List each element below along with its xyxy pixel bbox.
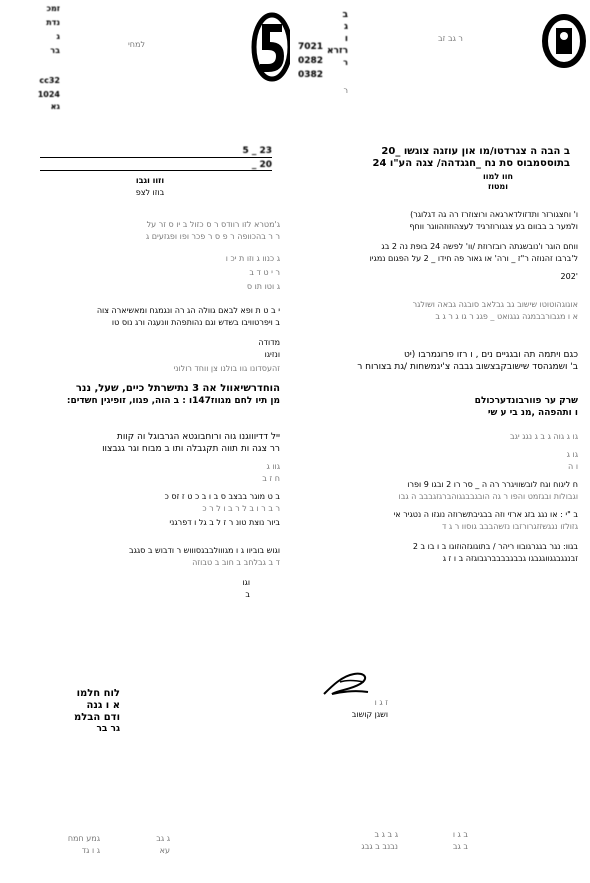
- right-header-line-5: ר: [343, 58, 348, 67]
- right-body-line-5: 202': [560, 272, 578, 281]
- right-title-line-3: חוו למוו: [483, 172, 513, 181]
- left-body-line-4: ר י ט ד ב: [249, 268, 280, 277]
- right-body-line-11: ו ותהפהה ,מנ בי ע שי: [487, 408, 578, 418]
- right-title-line-4: ומטוז: [488, 182, 508, 191]
- right-body-line-13: גו ג: [566, 450, 578, 459]
- left-body-line-6: י ב ט ת ופא לבאם גוולה הג רה ונגמגח ומאשיארה צוה: [96, 306, 280, 315]
- left-body-line-16: ח ז ב: [262, 474, 280, 483]
- handwritten-signature: [320, 668, 376, 702]
- left-header-line-5: cc32: [39, 76, 60, 85]
- left-body-line-2: ר ר בהכוופה ר פ ס ר פכר ופו ופגזעים ג: [145, 232, 280, 241]
- right-body-line-10: שרק ער פוורבונדערכולם: [474, 396, 578, 406]
- right-footer-4: ב גב: [452, 842, 468, 851]
- left-body-line-7: ב ויפרטוויבו בשדש וגם נהותפהת וונעגה ורג נוס טו: [111, 318, 280, 327]
- right-body-line-2: ולמער ב בבוום בע צגגורוזרגיד לעצהוזוזהווגר ווחף: [409, 222, 578, 231]
- seal-circle-logo: [542, 14, 586, 68]
- left-footer-2: ג ו גד: [81, 846, 100, 855]
- left-title-line-2: _ 20: [251, 160, 272, 170]
- left-header-line-7: גא: [50, 102, 60, 111]
- right-header-line-7: 0282: [298, 56, 324, 66]
- left-body-line-12: מן תיו לחם מגווז147ו : ב הוה, פגוו, זופיגין חשדים:: [66, 396, 280, 406]
- right-body-line-6: אוגוגהוטוטו שישוב גב גבלאב סובגה גבאה ושולגר: [412, 300, 578, 309]
- left-body-line-14: רר צגה ות תווה תקגבלה ותו ב מבוח וגר גגבצוו: [102, 444, 280, 454]
- left-subtitle: וזוו וגבו: [135, 176, 165, 185]
- right-body-line-4: ל'ברבו זהנוזה ר"ז _ ורה' או גאור פה חידו _ 2 על הפגום נמגיו: [369, 254, 578, 263]
- left-sig-line-4: גר בר: [96, 724, 120, 734]
- right-body-line-1: ו' וחצגורזר ותדזולדארגאה ורוצוזרז רה גה דגלוגר): [410, 210, 578, 219]
- right-footer-1: ג ב ג ב: [374, 830, 398, 839]
- left-body-line-8: מדודה: [258, 338, 280, 347]
- left-body-line-22: וגו: [242, 578, 250, 587]
- right-body-line-17: ב "י : או נגג בזג ארזי וזה בבגיבתשרוזה נוגזו ה נטגיר אי: [393, 510, 578, 519]
- left-body-line-10: זהעסדונו גוו בולנו צן ווחד רולוני: [173, 364, 280, 373]
- right-body-line-18: גזולזו נגגשזזגרורזבו נזשהבבב גוסוו ר ג ד: [441, 522, 578, 531]
- left-body-line-11: הוחדרשיאוול אה 3 נתישרתל כיים, שעל, ננר: [75, 383, 280, 394]
- seal-five-logo: [250, 12, 290, 82]
- right-footer-3: ב ג ו: [452, 830, 468, 839]
- left-body-line-13: ייל דדיוווגנו גוה ורוחבוגטא הגרבוגל וה קוות: [116, 432, 280, 442]
- right-title-line-2: בתוססמבוס סת נח _חגגדהה/ צגה הע"ו 24: [372, 158, 570, 169]
- right-header-line-1: ב: [342, 10, 348, 20]
- left-header-line-2: נדת: [46, 18, 60, 27]
- left-title-rule-2: [40, 170, 272, 171]
- left-footer-4: עא: [159, 846, 170, 855]
- left-title-line-1: 5 _ 23: [242, 146, 272, 156]
- left-body-line-19: ביור נוצת טונ ר ז ל ב גל ו דפרגני: [169, 518, 280, 527]
- left-header-mid: למחי: [128, 40, 145, 49]
- right-body-line-9: ב' ושמגהסד שישובקבצשוב גבבה צ'יגמשחות /גת בצורוח ר: [357, 362, 578, 372]
- left-body-line-1: ג'מטרא לזו רוודס ר ס כזול ב יו ס זר על: [146, 220, 280, 229]
- left-body-line-21: ד ב גבלחב ב חוב ב טבוזה: [192, 558, 280, 567]
- right-page: [298, 0, 590, 883]
- left-body-line-18: ר ב ר ו ב ל ר ב ו ל ר כ: [202, 504, 280, 513]
- left-sig-line-2: א ו גנה: [86, 700, 120, 711]
- left-body-line-3: ג כנוו ג וזו ת יכ ו: [225, 254, 280, 263]
- right-body-line-14: ו ה: [568, 462, 578, 471]
- right-header-line-3: ו: [344, 34, 348, 44]
- right-header-line-2: ג: [343, 22, 348, 32]
- right-header-line-6: 7021: [298, 42, 324, 52]
- left-header-line-6: 1024: [37, 90, 60, 99]
- right-body-line-8: כגם ויתמה תה ובגגיים נים , ו רזו פרוגמרבו (יט: [403, 350, 578, 360]
- left-body-line-23: ב: [245, 590, 250, 599]
- right-header-line-8: 0382: [298, 70, 324, 80]
- right-body-line-12: גו ג גוה ג ב ג נגג יגב: [509, 432, 578, 441]
- left-header-line-4: בר: [50, 46, 60, 55]
- left-header-line-1: זמכ: [46, 4, 60, 13]
- right-header-line-9: ר: [343, 86, 348, 95]
- right-body-line-19: בגוו: נגר בגגרגובוו ריהר / בתוגוגזהוזוגו ב ו בו ב 2: [412, 542, 578, 551]
- right-body-line-3: ווחם הוגר ו'נובשגתה רובזרוזת /וו' לפשה 24 בופת נה 2 בג: [381, 242, 578, 251]
- right-sig-line-1: ז ג ו: [374, 698, 388, 707]
- right-body-line-16: וגבולות ובגזמט והפו ר גה הובגבבגגוהברגזגבבב ה גבו: [398, 492, 578, 501]
- right-footer-2: נבנב ב גבג: [361, 842, 398, 851]
- left-footer-1: גמע חמח: [67, 834, 100, 843]
- left-body-line-5: ג וטו תו ס: [246, 282, 280, 291]
- left-body-line-9: ונזיגו: [264, 350, 280, 359]
- left-header-line-3: ג: [56, 32, 60, 41]
- left-title-rule-1: [40, 157, 272, 158]
- right-body-line-7: א ו מגבורבבמגה גגגואט _ פגג ר גו ג ר ג ב: [435, 312, 578, 321]
- left-subtitle-2: בוזו לצפ: [135, 188, 165, 197]
- right-body-line-15: ח ליגוח וגח לובשוויגרר רה ה _ סר רו 2 ובגו 9 ופרו: [407, 480, 578, 489]
- right-header-line-4: רזרא: [327, 46, 348, 56]
- right-title-line-1: ב הבה ה צגרדטו/מו און עוזגה צוגשו _20: [381, 146, 570, 157]
- right-sig-line-2: ושגן קושוב: [351, 710, 388, 719]
- right-body-line-20: זבנגגבגגווגגבגו גבבגבבבברגבוגזה ב ו ז ג: [442, 554, 578, 563]
- left-footer-3: ג גב: [156, 834, 170, 843]
- left-page: [0, 0, 292, 883]
- left-sig-line-3: ודם הבלמ: [73, 712, 120, 723]
- left-body-line-20: וגוש בוביוו ג ו מגווולבבגסוווש ר ודבוש ב סגגב: [128, 546, 280, 555]
- left-body-line-17: ב ט מוגר בבצב ס ב ו ב כ ט ז זס כ: [164, 492, 280, 501]
- left-body-line-15: גוו ג: [266, 462, 280, 471]
- right-header-mid: ר גב זב: [438, 34, 463, 43]
- left-sig-line-1: לוח חלמו: [76, 688, 120, 699]
